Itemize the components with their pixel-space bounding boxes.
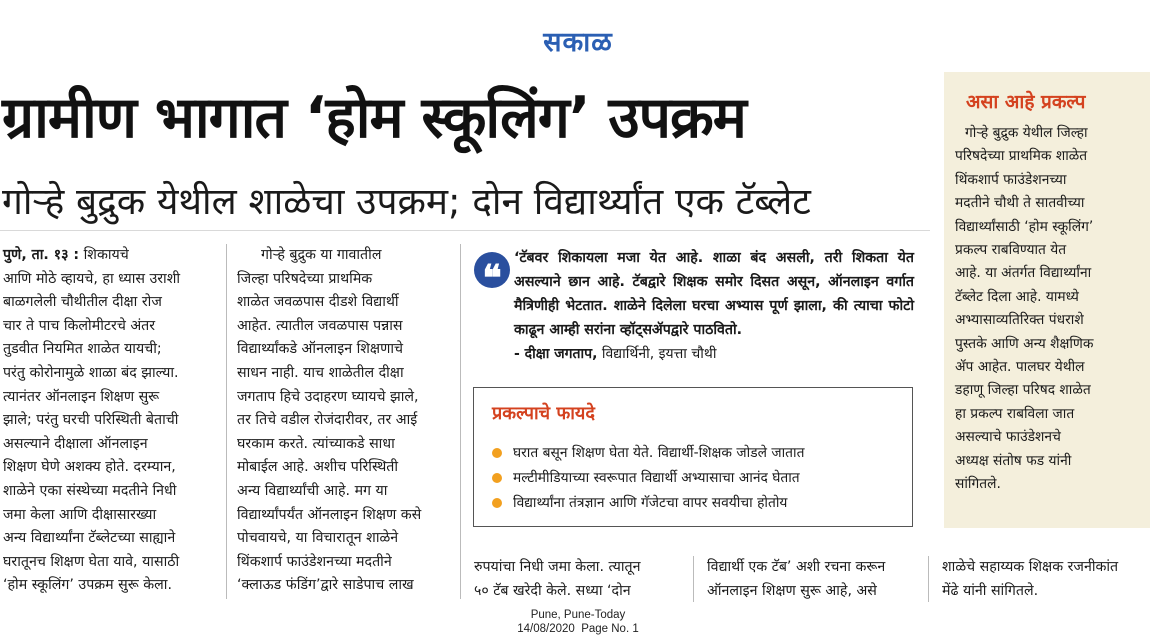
- col2-line: जिल्हा परिषदेच्या प्राथमिक: [237, 270, 373, 287]
- col4-line: विद्यार्थी एक टॅब’ अशी रचना करून: [707, 559, 886, 575]
- sidebar-line: टॅब्लेट दिला आहे. यामध्ये: [955, 288, 1079, 305]
- column-separator: [226, 244, 227, 599]
- page-footer: [0, 608, 1156, 636]
- footer-date-page: 14/08/2020 Page No. 1: [517, 623, 639, 635]
- col2-line: घरकाम करते. त्यांच्याकडे साधा: [237, 435, 395, 452]
- col1-line: शिक्षण घेणे अशक्य होते. दरम्यान,: [3, 459, 176, 476]
- col2-line: थिंकशार्प फाउंडेशनच्या मदतीने: [237, 553, 392, 570]
- column-separator: [928, 556, 929, 602]
- subheadline: गोऱ्हे बुद्रुक येथील शाळेचा उपक्रम; दोन विद्यार्थ्यांत एक टॅब्लेट: [2, 180, 811, 223]
- sidebar-line: गोऱ्हे बुद्रुक येथील जिल्हा: [965, 125, 1088, 141]
- sidebar-title: असा आहे प्रकल्प: [966, 91, 1086, 113]
- article-column-1: [3, 244, 215, 598]
- quote-author: - दीक्षा जगताप,: [514, 346, 598, 362]
- sidebar-line: अभ्यासाव्यतिरिक्त पंधराशे: [955, 312, 1084, 329]
- article-column-4: [707, 556, 913, 603]
- col1-line: त्यानंतर ऑनलाइन शिक्षण सुरू: [3, 388, 160, 405]
- col1-line: बाळगलेली चौथीतील दीक्षा रोज: [3, 294, 162, 311]
- col1-line: अन्य विद्यार्थ्यांना टॅब्लेटच्या साह्याने: [3, 530, 176, 547]
- col1-line: परंतु कोरोनामुळे शाळा बंद झाल्या.: [3, 364, 179, 381]
- col1-line: पुणे, ता. १३ : शिकायचे: [3, 247, 129, 263]
- sidebar-line: विद्यार्थ्यांसाठी ‘होम स्कूलिंग’: [955, 218, 1094, 235]
- col4-line: ऑनलाइन शिक्षण सुरू आहे, असे: [707, 582, 877, 599]
- col2-line: अन्य विद्यार्थ्यांची आहे. मग या: [237, 482, 388, 499]
- col2-line: पोचवायचे, या विचारातून शाळेने: [237, 530, 399, 547]
- sidebar-line: मदतीने चौथी ते सातवीच्या: [955, 195, 1085, 212]
- benefit-text: मल्टीमीडियाच्या स्वरूपात विद्यार्थी अभ्यासाचा आनंद घेतात: [513, 470, 800, 486]
- col1-line: चार ते पाच किलोमीटरचे अंतर: [3, 317, 156, 334]
- divider: [0, 230, 930, 231]
- sidebar-line: थिंकशार्प फाउंडेशनच्या: [955, 171, 1067, 188]
- col2-line: साधन नाही. याच शाळेतील दीक्षा: [237, 364, 404, 381]
- masthead-logo: सकाळ: [543, 27, 613, 58]
- bullet-icon: [492, 448, 502, 458]
- quote-icon: ❝: [474, 252, 510, 288]
- benefit-item: [492, 440, 804, 465]
- col1-line: जमा केला आणि दीक्षासारख्या: [3, 506, 157, 523]
- dateline: पुणे, ता. १३ :: [3, 247, 80, 263]
- sidebar-line: अध्यक्ष संतोष फड यांनी: [955, 452, 1072, 469]
- benefit-text: घरात बसून शिक्षण घेता येते. विद्यार्थी-शिक्षक जोडले जातात: [513, 445, 805, 461]
- benefit-item: [492, 465, 804, 490]
- col1-line: असल्याने दीक्षाला ऑनलाइन: [3, 435, 148, 452]
- sidebar-line: परिषदेच्या प्राथमिक शाळेत: [955, 148, 1088, 165]
- col3-line: ५० टॅब खरेदी केले. सध्या ‘दोन: [474, 582, 631, 599]
- benefit-item: [492, 490, 804, 515]
- col5-line: मेंढे यांनी सांगितले.: [942, 582, 1039, 599]
- col2-line: गोऱ्हे बुद्रुक या गावातील: [261, 247, 382, 263]
- col2-line: ‘क्लाऊड फंडिंग’द्वारे साडेपाच लाख: [237, 577, 414, 594]
- col2-line: शाळेत जवळपास दीडशे विद्यार्थी: [237, 294, 399, 311]
- col1-line: आणि मोठे व्हायचे, हा ध्यास उराशी: [3, 270, 181, 287]
- sidebar-body: [955, 122, 1143, 497]
- article-column-3: [474, 556, 680, 603]
- footer-edition: Pune, Pune-Today: [530, 609, 626, 621]
- col2-line: मोबाईल आहे. अशीच परिस्थिती: [237, 459, 399, 476]
- sidebar-line: पुस्तके आणि अन्य शैक्षणिक: [955, 335, 1094, 352]
- column-separator: [460, 244, 461, 599]
- quote-author-role: विद्यार्थिनी, इयत्ता चौथी: [597, 346, 717, 362]
- column-separator: [693, 556, 694, 602]
- benefit-text: विद्यार्थ्यांना तंत्रज्ञान आणि गॅजेटचा वापर सवयीचा होतोय: [513, 495, 788, 511]
- headline: ग्रामीण भागात ‘होम स्कूलिंग’ उपक्रम: [2, 85, 746, 151]
- sidebar-line: प्रकल्प राबविण्यात येत: [955, 242, 1067, 259]
- sidebar-line: सांगितले.: [955, 476, 1001, 493]
- sidebar-line: आहे. या अंतर्गत विद्यार्थ्यांना: [955, 265, 1092, 282]
- sidebar-line: ॲप आहेत. पालघर येथील: [955, 359, 1085, 376]
- bullet-icon: [492, 473, 502, 483]
- col1-line: घरातूनच शिक्षण घेता यावे, यासाठी: [3, 553, 180, 570]
- col2-line: विद्यार्थ्यांकडे ऑनलाइन शिक्षणाचे: [237, 341, 404, 358]
- col1-line: झाले; परंतु घरची परिस्थिती बेताची: [3, 412, 179, 429]
- col5-line: शाळेचे सहाय्यक शिक्षक रजनीकांत: [942, 559, 1119, 575]
- article-column-2: [237, 244, 449, 598]
- col2-line: विद्यार्थ्यांपर्यंत ऑनलाइन शिक्षण कसे: [237, 506, 422, 523]
- col2-line: तर तिचे वडील रोजंदारीवर, तर आई: [237, 412, 418, 429]
- sidebar-line: असल्याचे फाउंडेशनचे: [955, 429, 1061, 446]
- sidebar-line: डहाणू जिल्हा परिषद शाळेत: [955, 382, 1091, 399]
- col2-line: जगताप हिचे उदाहरण घ्यायचे झाले,: [237, 388, 419, 405]
- pull-quote: ‘टॅबवर शिकायला मजा येत आहे. शाळा बंद असली, तरी शिकता येत असल्याने छान आहे. टॅबद्वारे शिक्षक समोर दिसत असून, ऑनलाइन वर्गात मैत्रिणीही भेटतात. शाळेने दिलेला घरचा अभ्यास पूर्ण झाला, की त्याचा फोटो काढून आम्ही सरांना व्हॉट्सॲपद्वारे पाठवितो.: [514, 250, 914, 338]
- col2-line: आहेत. त्यातील जवळपास पन्नास: [237, 317, 403, 334]
- bullet-icon: [492, 498, 502, 508]
- quote-attribution: [514, 344, 716, 363]
- article-column-5: [942, 556, 1148, 603]
- col3-line: रुपयांचा निधी जमा केला. त्यातून: [474, 559, 641, 575]
- col1-line: ‘होम स्कूलिंग’ उपक्रम सुरू केला.: [3, 577, 172, 594]
- col1-line: शाळेने एका संस्थेच्या मदतीने निधी: [3, 482, 177, 499]
- sidebar-line: हा प्रकल्प राबविला जात: [955, 405, 1075, 422]
- col1-line: तुडवीत नियमित शाळेत यायची;: [3, 341, 162, 358]
- benefits-title: प्रकल्पाचे फायदे: [492, 403, 595, 424]
- benefits-list: [492, 440, 804, 515]
